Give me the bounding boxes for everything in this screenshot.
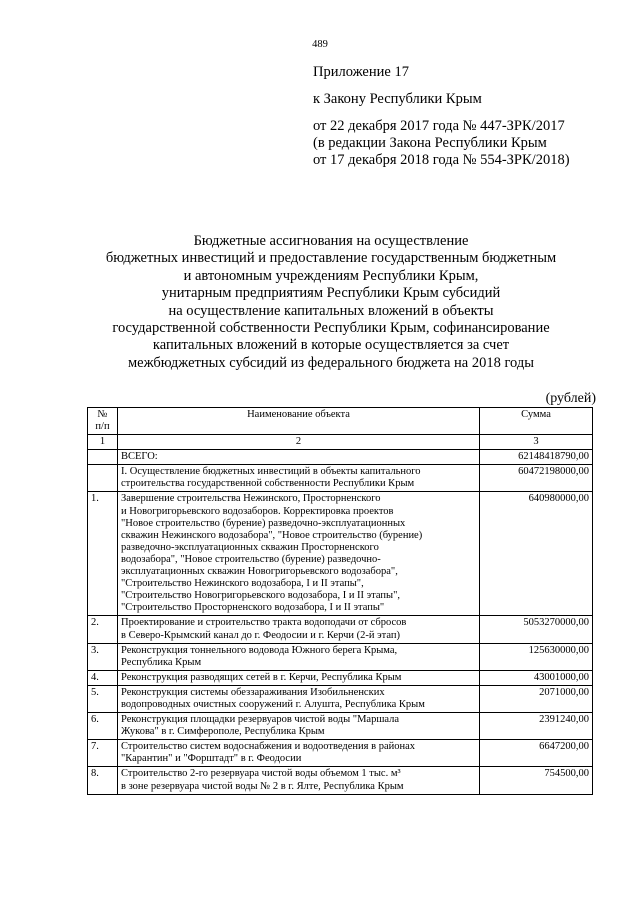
table-row <box>88 670 593 685</box>
table-row <box>88 767 593 794</box>
object-name <box>118 713 480 740</box>
heading-line: Бюджетные ассигнования на осуществление <box>193 233 469 249</box>
object-name <box>118 643 480 670</box>
row-number: 7. <box>88 740 118 767</box>
object-name-line: "Строительство Нежинского водозабора, I и II этапы", <box>121 578 364 590</box>
object-sum: 2071000,00 <box>480 685 593 712</box>
object-name <box>118 670 480 685</box>
column-header-sum: Сумма <box>480 408 593 435</box>
heading-line: и автономным учреждениям Республики Крым, <box>183 267 479 284</box>
object-name <box>118 685 480 712</box>
row-number: 4. <box>88 670 118 685</box>
total-sum: 62148418790,00 <box>480 450 593 465</box>
table-row <box>88 616 593 643</box>
object-name-line: в Северо-Крымский канал до г. Феодосии и г. Керчи (2-й этап) <box>121 629 400 641</box>
object-sum: 2391240,00 <box>480 713 593 740</box>
object-name <box>118 492 480 616</box>
column-index: 1 <box>88 435 118 450</box>
object-name-line: Реконструкция площадки резервуаров чистой воды "Маршала <box>121 714 400 726</box>
object-name <box>118 767 480 794</box>
table-cell-empty <box>88 465 118 492</box>
appendix-law: к Закону Республики Крым <box>313 91 482 107</box>
object-name-line: водопроводных очистных сооружений г. Алушта, Республика Крым <box>121 698 425 710</box>
column-header-number-line: № <box>97 409 108 420</box>
appendix-date-line: от 17 декабря 2018 года № 554-ЗРК/2018) <box>313 152 570 168</box>
object-name-line: водозабора", "Новое строительство (бурение) разведочно- <box>121 553 381 565</box>
column-header-number <box>88 408 118 435</box>
appendix-date-line: от 22 декабря 2017 года № 447-ЗРК/2017 <box>313 118 565 134</box>
object-sum: 43001000,00 <box>480 670 593 685</box>
heading-line: бюджетных инвестиций и предоставление государственным бюджетным <box>105 250 557 267</box>
row-number: 3. <box>88 643 118 670</box>
heading-line: межбюджетных субсидий из федерального бюджета на 2018 годы <box>127 354 535 371</box>
object-sum: 5053270000,00 <box>480 616 593 643</box>
object-name-line: Строительство 2-го резервуара чистой воды объемом 1 тыс. м³ <box>121 768 401 780</box>
object-name-line: "Строительство Просторненского водозабора, I и II этапы" <box>121 602 385 614</box>
column-index: 2 <box>118 435 480 450</box>
table-row <box>88 492 593 616</box>
object-name-line: Завершение строительства Нежинского, Просторненского <box>121 493 381 505</box>
page-number: 489 <box>312 39 328 50</box>
total-label: ВСЕГО: <box>118 450 480 465</box>
allocation-table <box>87 407 593 795</box>
section-row <box>88 465 593 492</box>
object-name-line: Реконструкция системы обеззараживания Изобильненских <box>121 686 385 698</box>
row-number: 6. <box>88 713 118 740</box>
table-header-row <box>88 408 593 435</box>
object-name-line: эксплуатационных скважин Новогригорьевского водозабора", <box>121 566 398 578</box>
section-label: I. Осуществление бюджетных инвестиций в объекты капитального строительства государственной собственности Республики Крым <box>118 465 480 492</box>
column-header-name: Наименование объекта <box>118 408 480 435</box>
column-index: 3 <box>480 435 593 450</box>
object-sum: 640980000,00 <box>480 492 593 616</box>
section-sum: 60472198000,00 <box>480 465 593 492</box>
appendix-block <box>313 64 613 169</box>
object-name-line: Проектирование и строительство тракта водоподачи от сбросов <box>121 617 407 629</box>
currency-unit: (рублей) <box>545 391 596 406</box>
object-name-line: разведочно-эксплуатационных скважин Просторненского <box>121 541 379 553</box>
object-name <box>118 616 480 643</box>
object-name-line: Строительство систем водоснабжения и водоотведения в районах <box>121 741 415 753</box>
object-name <box>118 740 480 767</box>
object-name-line: Реконструкция разводящих сетей в г. Керчи, Республика Крым <box>121 671 402 683</box>
appendix-date-line: (в редакции Закона Республики Крым <box>313 135 547 151</box>
heading-line: унитарным предприятиям Республики Крым субсидий <box>161 285 501 302</box>
object-sum: 125630000,00 <box>480 643 593 670</box>
document-heading <box>70 233 592 372</box>
row-number: 1. <box>88 492 118 616</box>
table-row <box>88 643 593 670</box>
heading-line: капитальных вложений в которые осуществляется за счет <box>152 337 510 354</box>
column-index-row <box>88 435 593 450</box>
object-name-line: в зоне резервуара чистой воды № 2 в г. Ялте, Республика Крым <box>121 780 404 792</box>
row-number: 8. <box>88 767 118 794</box>
table-row <box>88 685 593 712</box>
object-name-line: скважин Нежинского водозабора", "Новое строительство (бурение) <box>121 529 423 541</box>
appendix-title: Приложение 17 <box>313 64 409 80</box>
object-sum: 754500,00 <box>480 767 593 794</box>
object-name-line: Реконструкция тоннельного водовода Южного берега Крыма, <box>121 644 398 656</box>
row-number: 2. <box>88 616 118 643</box>
heading-line: на осуществление капитальных вложений в объекты <box>168 302 494 319</box>
total-row <box>88 450 593 465</box>
object-sum: 6647200,00 <box>480 740 593 767</box>
table-row <box>88 713 593 740</box>
object-name-line: "Карантин" и "Форштадт" в г. Феодосии <box>121 753 302 765</box>
heading-line: государственной собственности Республики Крым, софинансирование <box>112 320 550 337</box>
object-name-line: "Строительство Новогригорьевского водозабора, I и II этапы", <box>121 590 401 602</box>
row-number: 5. <box>88 685 118 712</box>
table-cell-empty <box>88 450 118 465</box>
table-row <box>88 740 593 767</box>
object-name-line: "Новое строительство (бурение) разведочно-эксплуатационных <box>121 517 406 529</box>
object-name-line: Республика Крым <box>121 656 202 668</box>
object-name-line: и Новогригорьевского водозаборов. Корректировка проектов <box>121 505 394 517</box>
object-name-line: Жукова" в г. Симферополе, Республика Крым <box>121 726 325 738</box>
column-header-number-line: п/п <box>95 421 110 433</box>
